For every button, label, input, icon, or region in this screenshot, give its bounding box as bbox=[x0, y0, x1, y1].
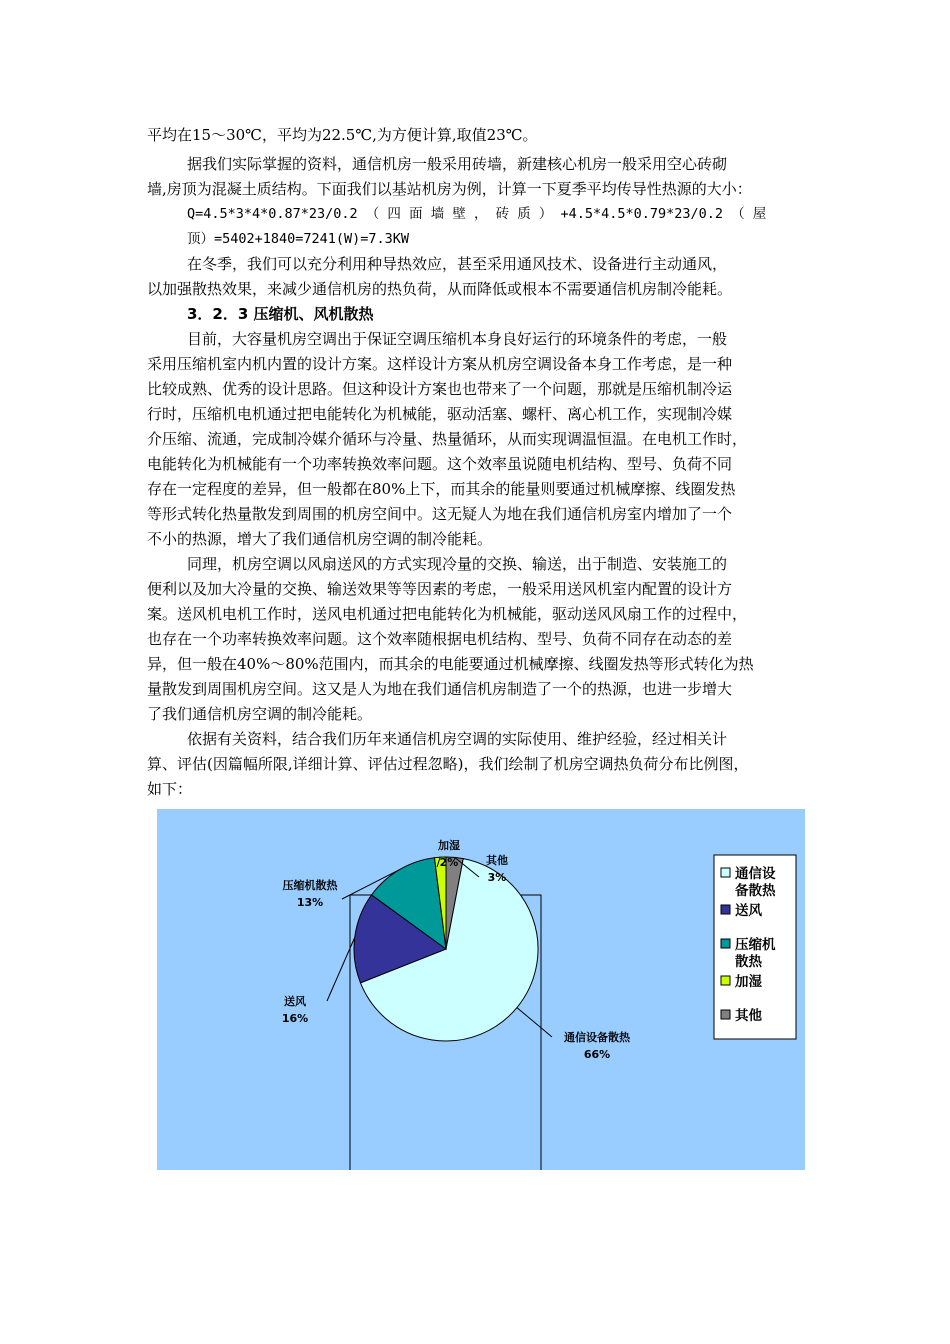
slice-label: 其他 bbox=[486, 854, 508, 867]
text-line: 比较成熟、优秀的设计思路。但这种设计方案也也带来了一个问题，那就是压缩机制冷运 bbox=[147, 380, 733, 398]
text-line: 异，但一般在40%～80%范围内，而其余的电能要通过机械摩擦、线圈发热等形式转化为热 bbox=[147, 655, 754, 673]
pie-chart-svg bbox=[157, 809, 805, 1170]
text-line: 以加强散热效果，来减少通信机房的热负荷，从而降低或根本不需要通信机房制冷能耗。 bbox=[147, 280, 733, 298]
formula-line: 顶）=5402+1840=7241(W)=7.3KW bbox=[187, 231, 410, 247]
text-line: 同理，机房空调以风扇送风的方式实现冷量的交换、输送，出于制造、安装施工的 bbox=[187, 555, 728, 573]
legend-label: 其他 bbox=[735, 1008, 762, 1024]
text-line: 不小的热源，增大了我们通信机房空调的制冷能耗。 bbox=[147, 530, 493, 548]
text-line: 行时，压缩机电机通过把电能转化为机械能，驱动活塞、螺杆、离心机工作，实现制冷媒 bbox=[147, 405, 733, 423]
leader-line bbox=[517, 1008, 552, 1037]
legend-swatch bbox=[721, 905, 730, 914]
text-line: 在冬季，我们可以充分利用种导热效应，甚至采用通风技术、设备进行主动通风， bbox=[187, 255, 728, 273]
text-line: 了我们通信机房空调的制冷能耗。 bbox=[147, 705, 373, 723]
slice-percent-label: 3% bbox=[487, 871, 507, 884]
legend-label: 压缩机 bbox=[735, 937, 776, 953]
formula-line: Q=4.5*3*4*0.87*23/0.2 （ 四 面 墙 壁 ， 砖 质 ） +4.5*4.5*0.79*23/0.2 （ 屋 bbox=[187, 206, 767, 222]
legend-label: 散热 bbox=[735, 954, 762, 970]
text-line: 也存在一个功率转换效率问题。这个效率随根据电机结构、型号、负荷不同存在动态的差 bbox=[147, 630, 733, 648]
slice-percent-label: 13% bbox=[296, 896, 324, 909]
legend-swatch bbox=[721, 1010, 730, 1019]
legend-label: 通信设 bbox=[735, 866, 776, 882]
section-heading: 3．2．3 压缩机、风机散热 bbox=[187, 305, 374, 323]
text-line: 如下： bbox=[147, 780, 193, 798]
text-line: 目前，大容量机房空调出于保证空调压缩机本身良好运行的环境条件的考虑，一般 bbox=[187, 330, 728, 348]
leader-line bbox=[327, 938, 355, 1002]
slice-percent-label: 2% bbox=[439, 856, 459, 869]
legend-swatch bbox=[721, 868, 730, 877]
text-line: 采用压缩机室内机内置的设计方案。这样设计方案从机房空调设备本身工作考虑，是一种 bbox=[147, 355, 733, 373]
slice-percent-label: 16% bbox=[281, 1012, 309, 1025]
legend-swatch bbox=[721, 939, 730, 948]
legend-label: 备散热 bbox=[735, 883, 776, 899]
slice-percent-label: 66% bbox=[583, 1048, 611, 1061]
heat-load-pie-chart bbox=[157, 809, 805, 1170]
legend-label: 送风 bbox=[735, 903, 762, 919]
text-line: 依据有关资料，结合我们历年来通信机房空调的实际使用、维护经验，经过相关计 bbox=[187, 730, 728, 748]
text-line: 便利以及加大冷量的交换、输送效果等等因素的考虑，一般采用送风机室内配置的设计方 bbox=[147, 580, 733, 598]
text-line: 墙,房顶为混凝土质结构。下面我们以基站机房为例，计算一下夏季平均传导性热源的大小： bbox=[147, 180, 752, 198]
text-line: 介压缩、流通，完成制冷媒介循环与冷量、热量循环，从而实现调温恒温。在电机工作时， bbox=[147, 430, 748, 448]
text-line: 案。送风机电机工作时，送风电机通过把电能转化为机械能，驱动送风风扇工作的过程中， bbox=[147, 605, 748, 623]
slice-label: 加湿 bbox=[438, 839, 460, 852]
text-line: 算、评估(因篇幅所限,详细计算、评估过程忽略)，我们绘制了机房空调热负荷分布比例图， bbox=[147, 755, 749, 773]
text-line: 等形式转化热量散发到周围的机房空间中。这无疑人为地在我们通信机房室内增加了一个 bbox=[147, 505, 733, 523]
text-line: 电能转化为机械能有一个功率转换效率问题。这个效率虽说随电机结构、型号、负荷不同 bbox=[147, 455, 733, 473]
legend-swatch bbox=[721, 976, 730, 985]
text-line: 量散发到周围机房空间。这又是人为地在我们通信机房制造了一个的热源，也进一步增大 bbox=[147, 680, 733, 698]
slice-label: 压缩机散热 bbox=[282, 879, 338, 892]
text-line: 平均在15～30℃，平均为22.5℃,为方便计算,取值23℃。 bbox=[147, 126, 538, 144]
slice-label: 通信设备散热 bbox=[564, 1031, 630, 1044]
legend-label: 加湿 bbox=[735, 974, 762, 990]
slice-label: 送风 bbox=[284, 995, 306, 1008]
text-line: 存在一定程度的差异，但一般都在80%上下，而其余的能量则要通过机械摩擦、线圈发热 bbox=[147, 480, 736, 498]
text-line: 据我们实际掌握的资料，通信机房一般采用砖墙，新建核心机房一般采用空心砖砌 bbox=[187, 155, 728, 173]
